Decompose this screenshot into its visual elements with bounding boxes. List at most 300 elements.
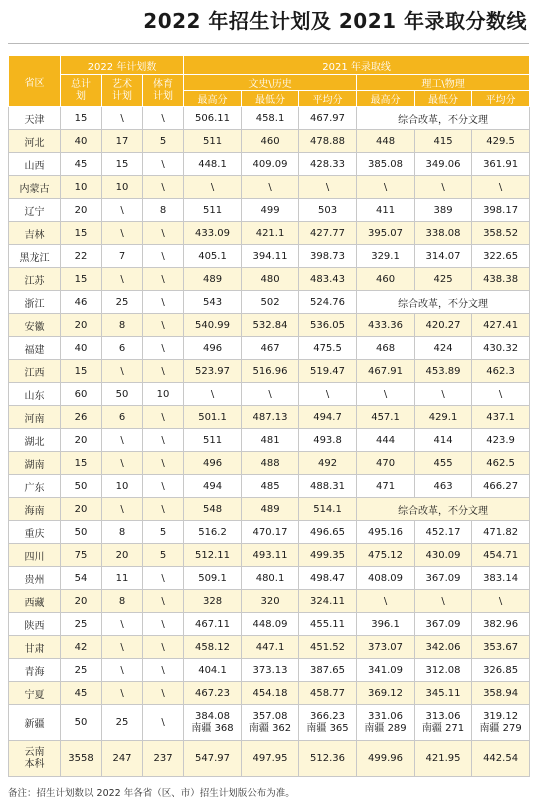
- table-row: [9, 498, 530, 521]
- like-max-header: 最高分: [357, 91, 415, 107]
- province-header: 省区: [9, 56, 61, 107]
- like-avg-cell: 466.27: [472, 475, 530, 498]
- province-cell: 海南: [9, 498, 61, 521]
- like-avg-cell: 442.54: [472, 741, 530, 777]
- wenke-min-cell: 481: [242, 429, 299, 452]
- sport-plan-cell: \: [143, 475, 184, 498]
- like-min-cell: 342.06: [415, 636, 472, 659]
- table-row: [9, 429, 530, 452]
- like-avg-cell: 423.9: [472, 429, 530, 452]
- art-plan-cell: \: [102, 659, 143, 682]
- total-plan-header: 总计 划: [61, 75, 102, 107]
- sport-plan-cell: 10: [143, 383, 184, 406]
- wenke-avg-cell: [299, 705, 357, 741]
- merged-reform-cell: 综合改革，不分文理: [357, 498, 530, 521]
- wenke-avg-cell: 496.65: [299, 521, 357, 544]
- wenke-avg-cell-line: 南疆 365: [306, 722, 349, 734]
- like-avg-cell: 382.96: [472, 613, 530, 636]
- province-cell: 江西: [9, 360, 61, 383]
- sport-plan-cell: \: [143, 291, 184, 314]
- like-max-cell: 475.12: [357, 544, 415, 567]
- wenke-max-cell: 405.1: [184, 245, 242, 268]
- like-avg-cell: 462.3: [472, 360, 530, 383]
- table-row: [9, 590, 530, 613]
- table-row: [9, 682, 530, 705]
- art-plan-cell: 10: [102, 475, 143, 498]
- like-max-cell: 444: [357, 429, 415, 452]
- province-cell: 安徽: [9, 314, 61, 337]
- wenke-min-cell: 516.96: [242, 360, 299, 383]
- table-row: [9, 521, 530, 544]
- wenke-min-cell: \: [242, 383, 299, 406]
- like-max-cell: 499.96: [357, 741, 415, 777]
- like-avg-cell: 438.38: [472, 268, 530, 291]
- province-cell: 广东: [9, 475, 61, 498]
- wenke-avg-cell: 428.33: [299, 153, 357, 176]
- wenke-avg-cell: 499.35: [299, 544, 357, 567]
- wenke-min-cell: 493.11: [242, 544, 299, 567]
- like-avg-cell: 462.5: [472, 452, 530, 475]
- table-row: [9, 130, 530, 153]
- like-avg-cell: 427.41: [472, 314, 530, 337]
- sport-plan-cell: \: [143, 613, 184, 636]
- wenke-min-cell: 460: [242, 130, 299, 153]
- sport-plan-cell: \: [143, 498, 184, 521]
- wenke-min-header: 最低分: [242, 91, 299, 107]
- wenke-min-cell: 488: [242, 452, 299, 475]
- province-cell: 河北: [9, 130, 61, 153]
- wenke-avg-cell: 494.7: [299, 406, 357, 429]
- table-row: [9, 222, 530, 245]
- province-cell: 宁夏: [9, 682, 61, 705]
- wenke-header: 文史\历史: [184, 75, 357, 91]
- total-plan-cell: 50: [61, 475, 102, 498]
- sport-plan-cell: \: [143, 222, 184, 245]
- wenke-avg-cell: 467.97: [299, 107, 357, 130]
- province-cell: 浙江: [9, 291, 61, 314]
- like-min-cell: \: [415, 176, 472, 199]
- art-plan-cell: 15: [102, 153, 143, 176]
- like-max-cell: [357, 705, 415, 741]
- total-plan-cell: 20: [61, 429, 102, 452]
- like-min-cell: 345.11: [415, 682, 472, 705]
- like-max-cell: 341.09: [357, 659, 415, 682]
- wenke-max-cell: 512.11: [184, 544, 242, 567]
- wenke-min-cell: 497.95: [242, 741, 299, 777]
- wenke-min-cell-line: 南疆 362: [248, 722, 292, 734]
- wenke-avg-cell: 492: [299, 452, 357, 475]
- like-avg-cell: 361.91: [472, 153, 530, 176]
- like-avg-cell: 430.32: [472, 337, 530, 360]
- table-row: [9, 314, 530, 337]
- total-plan-cell: 45: [61, 153, 102, 176]
- table-row: [9, 107, 530, 130]
- art-plan-cell: \: [102, 360, 143, 383]
- like-avg-cell-line: 南疆 279: [479, 722, 522, 734]
- wenke-max-cell: 489: [184, 268, 242, 291]
- wenke-max-cell: 404.1: [184, 659, 242, 682]
- art-plan-cell: \: [102, 498, 143, 521]
- total-plan-cell: 45: [61, 682, 102, 705]
- art-plan-cell: 50: [102, 383, 143, 406]
- province-cell: 湖北: [9, 429, 61, 452]
- like-max-cell: 385.08: [357, 153, 415, 176]
- art-plan-cell: \: [102, 613, 143, 636]
- wenke-max-cell-line: 南疆 368: [191, 722, 234, 734]
- like-max-cell: 460: [357, 268, 415, 291]
- total-plan-cell: 20: [61, 498, 102, 521]
- footnote: 备注：招生计划数以 2022 年各省（区、市）招生计划版公布为准。: [8, 788, 295, 799]
- total-plan-cell: 25: [61, 613, 102, 636]
- wenke-avg-cell-line: 366.23: [310, 710, 346, 722]
- like-min-cell: \: [415, 590, 472, 613]
- sport-plan-cell: \: [143, 705, 184, 741]
- wenke-max-cell: 501.1: [184, 406, 242, 429]
- art-plan-cell: 6: [102, 406, 143, 429]
- province-cell: 江苏: [9, 268, 61, 291]
- wenke-avg-cell: 475.5: [299, 337, 357, 360]
- table-row: [9, 544, 530, 567]
- art-plan-cell: \: [102, 268, 143, 291]
- like-min-cell: 453.89: [415, 360, 472, 383]
- wenke-min-cell: 532.84: [242, 314, 299, 337]
- art-plan-cell: 7: [102, 245, 143, 268]
- wenke-avg-cell: 451.52: [299, 636, 357, 659]
- total-plan-cell: 15: [61, 107, 102, 130]
- table-row: [9, 199, 530, 222]
- sport-plan-cell: \: [143, 659, 184, 682]
- like-avg-cell: \: [472, 590, 530, 613]
- like-min-cell: 414: [415, 429, 472, 452]
- wenke-max-cell: 506.11: [184, 107, 242, 130]
- wenke-max-cell: 496: [184, 452, 242, 475]
- wenke-avg-cell: 493.8: [299, 429, 357, 452]
- wenke-avg-cell: 324.11: [299, 590, 357, 613]
- province-cell: 西藏: [9, 590, 61, 613]
- like-min-cell: 389: [415, 199, 472, 222]
- art-plan-header: 艺术 计划: [102, 75, 143, 107]
- sport-plan-cell: \: [143, 406, 184, 429]
- wenke-avg-cell: 536.05: [299, 314, 357, 337]
- wenke-min-cell: 409.09: [242, 153, 299, 176]
- wenke-max-cell: 523.97: [184, 360, 242, 383]
- like-min-cell: 367.09: [415, 613, 472, 636]
- like-avg-cell: 398.17: [472, 199, 530, 222]
- total-plan-cell: 20: [61, 590, 102, 613]
- like-avg-cell: 429.5: [472, 130, 530, 153]
- total-plan-cell: 50: [61, 705, 102, 741]
- sport-plan-cell: \: [143, 682, 184, 705]
- province-cell: 重庆: [9, 521, 61, 544]
- wenke-avg-cell: 498.47: [299, 567, 357, 590]
- wenke-max-cell: 511: [184, 429, 242, 452]
- like-avg-cell: [472, 705, 530, 741]
- art-plan-cell: 11: [102, 567, 143, 590]
- table-row: [9, 659, 530, 682]
- like-max-cell: \: [357, 176, 415, 199]
- wenke-min-cell: 458.1: [242, 107, 299, 130]
- province-cell: [9, 741, 61, 777]
- table-row: [9, 705, 530, 741]
- wenke-max-cell: 540.99: [184, 314, 242, 337]
- wenke-avg-cell: 519.47: [299, 360, 357, 383]
- like-max-cell: 411: [357, 199, 415, 222]
- wenke-avg-cell: 458.77: [299, 682, 357, 705]
- province-cell: 山东: [9, 383, 61, 406]
- art-plan-cell: 25: [102, 291, 143, 314]
- like-avg-cell-line: 319.12: [483, 710, 519, 722]
- sport-plan-cell: \: [143, 107, 184, 130]
- total-plan-cell: 22: [61, 245, 102, 268]
- like-max-cell: 470: [357, 452, 415, 475]
- wenke-min-cell: 489: [242, 498, 299, 521]
- wenke-max-cell: 496: [184, 337, 242, 360]
- art-plan-cell: 25: [102, 705, 143, 741]
- total-plan-cell: 54: [61, 567, 102, 590]
- wenke-max-cell: 516.2: [184, 521, 242, 544]
- wenke-avg-cell: 427.77: [299, 222, 357, 245]
- province-cell: 天津: [9, 107, 61, 130]
- art-plan-cell: 247: [102, 741, 143, 777]
- province-cell: 山西: [9, 153, 61, 176]
- province-cell: 贵州: [9, 567, 61, 590]
- like-min-cell: [415, 705, 472, 741]
- like-max-cell: 329.1: [357, 245, 415, 268]
- like-min-cell: 312.08: [415, 659, 472, 682]
- total-plan-cell: 50: [61, 521, 102, 544]
- table-row: [9, 291, 530, 314]
- wenke-max-cell: 547.97: [184, 741, 242, 777]
- sport-plan-cell: \: [143, 245, 184, 268]
- like-header: 理工\物理: [357, 75, 530, 91]
- table-row: [9, 337, 530, 360]
- province-cell: 四川: [9, 544, 61, 567]
- wenke-max-cell: \: [184, 176, 242, 199]
- like-max-cell: 468: [357, 337, 415, 360]
- province-cell: 湖南: [9, 452, 61, 475]
- total-plan-cell: 3558: [61, 741, 102, 777]
- wenke-avg-cell: 455.11: [299, 613, 357, 636]
- total-plan-cell: 60: [61, 383, 102, 406]
- art-plan-cell: 20: [102, 544, 143, 567]
- total-plan-cell: 20: [61, 314, 102, 337]
- like-min-cell: 429.1: [415, 406, 472, 429]
- table-row: [9, 452, 530, 475]
- art-plan-cell: \: [102, 107, 143, 130]
- province-cell-line: 云南: [24, 746, 45, 758]
- total-plan-cell: 42: [61, 636, 102, 659]
- total-plan-cell: 15: [61, 360, 102, 383]
- art-plan-cell: \: [102, 222, 143, 245]
- total-plan-cell: 10: [61, 176, 102, 199]
- wenke-min-cell: 454.18: [242, 682, 299, 705]
- like-min-cell: 463: [415, 475, 472, 498]
- table-row: [9, 567, 530, 590]
- wenke-min-cell: 480: [242, 268, 299, 291]
- art-plan-cell: \: [102, 452, 143, 475]
- admit-group-header: 2021 年录取线: [184, 56, 530, 75]
- total-plan-cell: 40: [61, 337, 102, 360]
- province-cell: 青海: [9, 659, 61, 682]
- table-row: [9, 268, 530, 291]
- total-plan-cell: 15: [61, 268, 102, 291]
- sport-plan-cell: 5: [143, 544, 184, 567]
- wenke-avg-cell: 514.1: [299, 498, 357, 521]
- like-max-cell: 408.09: [357, 567, 415, 590]
- wenke-max-cell: 467.23: [184, 682, 242, 705]
- like-max-cell: 396.1: [357, 613, 415, 636]
- wenke-avg-cell: 524.76: [299, 291, 357, 314]
- wenke-max-cell: 548: [184, 498, 242, 521]
- table-row: [9, 636, 530, 659]
- art-plan-cell: 17: [102, 130, 143, 153]
- province-cell: 新疆: [9, 705, 61, 741]
- wenke-min-cell: 467: [242, 337, 299, 360]
- wenke-max-cell: 458.12: [184, 636, 242, 659]
- like-avg-cell: 353.67: [472, 636, 530, 659]
- province-cell: 河南: [9, 406, 61, 429]
- like-max-cell: 448: [357, 130, 415, 153]
- wenke-max-cell: 511: [184, 130, 242, 153]
- like-max-cell: 395.07: [357, 222, 415, 245]
- art-plan-cell: 8: [102, 521, 143, 544]
- wenke-min-cell-line: 357.08: [252, 710, 288, 722]
- wenke-min-cell: 480.1: [242, 567, 299, 590]
- wenke-avg-cell: 478.88: [299, 130, 357, 153]
- province-cell: 福建: [9, 337, 61, 360]
- wenke-max-cell: 494: [184, 475, 242, 498]
- wenke-max-cell: \: [184, 383, 242, 406]
- wenke-min-cell: 373.13: [242, 659, 299, 682]
- table-row: [9, 406, 530, 429]
- like-min-cell: 455: [415, 452, 472, 475]
- wenke-min-cell: 421.1: [242, 222, 299, 245]
- like-max-cell: 495.16: [357, 521, 415, 544]
- wenke-min-cell: 499: [242, 199, 299, 222]
- total-plan-cell: 25: [61, 659, 102, 682]
- total-plan-cell: 15: [61, 222, 102, 245]
- like-max-cell: \: [357, 383, 415, 406]
- total-plan-cell: 26: [61, 406, 102, 429]
- like-max-cell: 369.12: [357, 682, 415, 705]
- like-max-cell-line: 南疆 289: [364, 722, 407, 734]
- like-avg-cell: 471.82: [472, 521, 530, 544]
- art-plan-cell: 6: [102, 337, 143, 360]
- art-plan-cell: \: [102, 682, 143, 705]
- wenke-min-cell: 487.13: [242, 406, 299, 429]
- wenke-max-cell: 328: [184, 590, 242, 613]
- wenke-min-cell: 502: [242, 291, 299, 314]
- sport-plan-cell: \: [143, 268, 184, 291]
- total-plan-cell: 20: [61, 199, 102, 222]
- table-row: [9, 475, 530, 498]
- wenke-avg-cell: 398.73: [299, 245, 357, 268]
- total-plan-cell: 15: [61, 452, 102, 475]
- sport-plan-header: 体育 计划: [143, 75, 184, 107]
- wenke-avg-cell: \: [299, 383, 357, 406]
- wenke-max-cell: 543: [184, 291, 242, 314]
- art-plan-cell: \: [102, 429, 143, 452]
- wenke-min-cell: 470.17: [242, 521, 299, 544]
- like-min-cell: 420.27: [415, 314, 472, 337]
- like-min-cell: 349.06: [415, 153, 472, 176]
- province-cell: 黑龙江: [9, 245, 61, 268]
- wenke-avg-cell: 483.43: [299, 268, 357, 291]
- like-avg-cell: \: [472, 176, 530, 199]
- merged-reform-cell: 综合改革，不分文理: [357, 291, 530, 314]
- admission-table: [8, 55, 530, 777]
- wenke-max-cell-line: 384.08: [195, 710, 231, 722]
- wenke-min-cell: \: [242, 176, 299, 199]
- like-max-cell: 471: [357, 475, 415, 498]
- sport-plan-cell: \: [143, 360, 184, 383]
- province-cell: 内蒙古: [9, 176, 61, 199]
- wenke-max-cell: 509.1: [184, 567, 242, 590]
- art-plan-cell: \: [102, 199, 143, 222]
- table-row: [9, 741, 530, 777]
- art-plan-cell: 8: [102, 590, 143, 613]
- like-avg-cell: \: [472, 383, 530, 406]
- wenke-min-cell: 320: [242, 590, 299, 613]
- merged-reform-cell: 综合改革，不分文理: [357, 107, 530, 130]
- like-max-cell: \: [357, 590, 415, 613]
- sport-plan-cell: 8: [143, 199, 184, 222]
- like-min-cell: 338.08: [415, 222, 472, 245]
- like-min-cell: 452.17: [415, 521, 472, 544]
- wenke-max-cell: 511: [184, 199, 242, 222]
- sport-plan-cell: \: [143, 153, 184, 176]
- like-min-cell: \: [415, 383, 472, 406]
- like-min-cell: 425: [415, 268, 472, 291]
- sport-plan-cell: \: [143, 636, 184, 659]
- like-min-cell: 367.09: [415, 567, 472, 590]
- sport-plan-cell: \: [143, 567, 184, 590]
- plan-group-header: 2022 年计划数: [61, 56, 184, 75]
- like-avg-cell: 358.52: [472, 222, 530, 245]
- sport-plan-cell: \: [143, 176, 184, 199]
- like-avg-cell: 454.71: [472, 544, 530, 567]
- table-row: [9, 383, 530, 406]
- sport-plan-cell: 237: [143, 741, 184, 777]
- sport-plan-cell: \: [143, 429, 184, 452]
- table-row: [9, 176, 530, 199]
- total-plan-cell: 40: [61, 130, 102, 153]
- sport-plan-cell: 5: [143, 521, 184, 544]
- total-plan-cell: 46: [61, 291, 102, 314]
- like-min-cell-line: 313.06: [425, 710, 461, 722]
- like-min-cell: 430.09: [415, 544, 472, 567]
- province-cell: 甘肃: [9, 636, 61, 659]
- wenke-min-cell: 485: [242, 475, 299, 498]
- wenke-avg-cell: \: [299, 176, 357, 199]
- wenke-avg-cell: 387.65: [299, 659, 357, 682]
- art-plan-cell: \: [102, 636, 143, 659]
- wenke-max-cell: [184, 705, 242, 741]
- table-row: [9, 360, 530, 383]
- like-avg-cell: 383.14: [472, 567, 530, 590]
- wenke-avg-cell: 512.36: [299, 741, 357, 777]
- like-min-cell: 421.95: [415, 741, 472, 777]
- sport-plan-cell: 5: [143, 130, 184, 153]
- like-max-cell: 373.07: [357, 636, 415, 659]
- like-min-cell: 314.07: [415, 245, 472, 268]
- like-min-cell-line: 南疆 271: [421, 722, 465, 734]
- sport-plan-cell: \: [143, 314, 184, 337]
- wenke-avg-cell: 503: [299, 199, 357, 222]
- table-row: [9, 245, 530, 268]
- page-title: 2022 年招生计划及 2021 年录取分数线: [143, 9, 527, 33]
- sport-plan-cell: \: [143, 337, 184, 360]
